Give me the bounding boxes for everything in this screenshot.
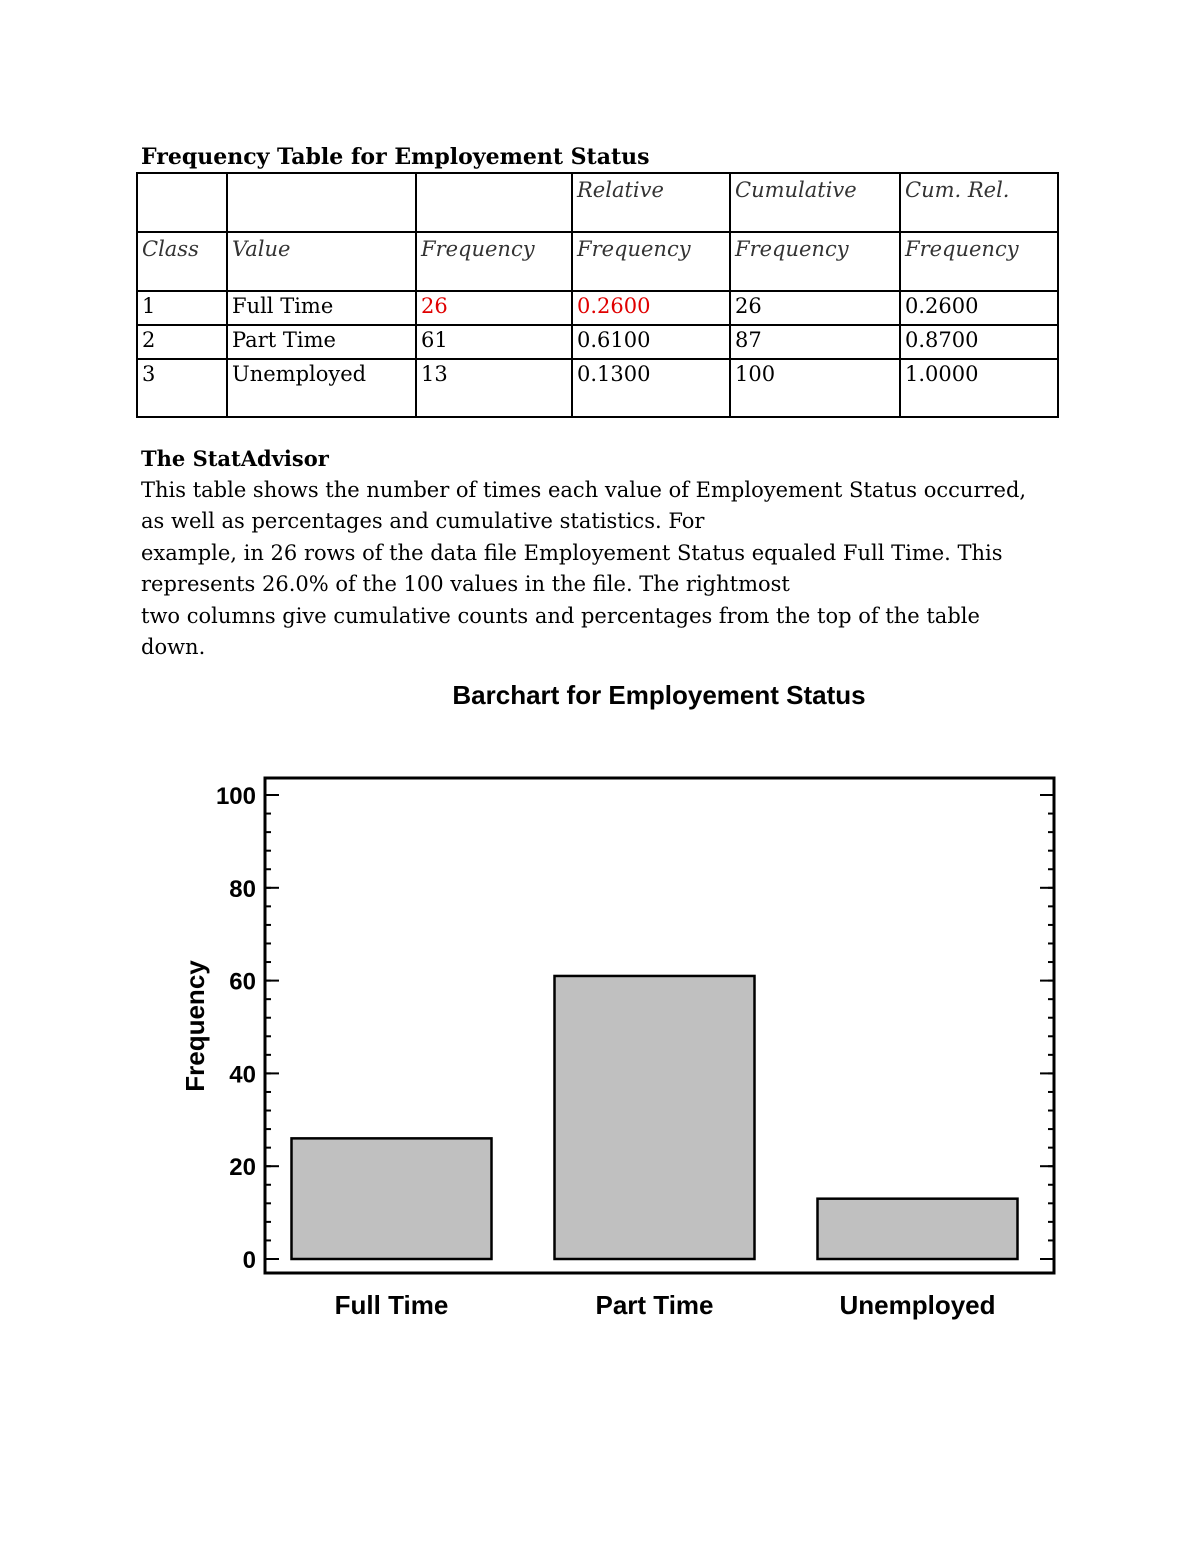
advisor-line: example, in 26 rows of the data file Employement Status equaled Full Time. This [141,540,1003,565]
table-row [137,359,1058,417]
barchart [0,660,1200,1340]
table-row [137,291,1058,325]
y-tick-label: 80 [229,875,256,903]
x-tick-label: Part Time [595,1290,714,1320]
x-tick-label: Full Time [334,1290,449,1320]
table-header-row-bottom [137,232,1058,291]
stat-advisor-heading: The StatAdvisor [141,446,329,471]
y-tick-label: 0 [242,1247,256,1274]
advisor-line: This table shows the number of times each value of Employement Status occurred, [141,477,1027,502]
header-cell: Frequency [572,232,730,291]
table-row [137,325,1058,359]
table-cell: 26 [730,291,900,325]
table-cell: 1 [137,291,227,325]
table-cell: Part Time [227,325,416,359]
bar-full-time [292,1138,492,1259]
y-tick-label: 40 [229,1061,256,1089]
header-cell: Cum. Rel. [900,173,1058,232]
chart-title: Barchart for Employement Status [452,680,866,710]
header-cell: Value [227,232,416,291]
table-cell: 87 [730,325,900,359]
table-cell: 1.0000 [900,359,1058,417]
header-cell: Relative [572,173,730,232]
header-cell: Frequency [730,232,900,291]
y-tick-label: 20 [229,1154,256,1182]
header-cell [137,173,227,232]
stat-advisor [141,443,1081,664]
advisor-line: down. [141,635,206,659]
y-axis-label: Frequency [180,960,210,1092]
header-cell [416,173,572,232]
table-cell: 2 [137,325,227,359]
header-cell: Frequency [900,232,1058,291]
y-tick-label: 100 [215,783,256,810]
table-cell: 0.8700 [900,325,1058,359]
table-cell: 0.1300 [572,359,730,417]
x-tick-label: Unemployed [839,1290,996,1320]
table-cell: 0.6100 [572,325,730,359]
table-header-row-top [137,173,1058,232]
y-tick-label: 60 [229,968,256,996]
header-cell: Class [137,232,227,291]
table-cell: Full Time [227,291,416,325]
table-cell: 13 [416,359,572,417]
advisor-line: two columns give cumulative counts and percentages from the top of the table [141,603,980,628]
table-cell: 61 [416,325,572,359]
bar-part-time [555,976,755,1259]
header-cell [227,173,416,232]
table-cell: 100 [730,359,900,417]
table-cell: 3 [137,359,227,417]
header-cell: Frequency [416,232,572,291]
frequency-table [136,172,1059,418]
header-cell: Cumulative [730,173,900,232]
advisor-line: represents 26.0% of the 100 values in the file. The rightmost [141,572,790,596]
table-cell-highlight: 0.2600 [572,291,730,325]
table-cell: Unemployed [227,359,416,417]
table-cell: 0.2600 [900,291,1058,325]
advisor-line: as well as percentages and cumulative statistics. For [141,509,705,533]
table-title: Frequency Table for Employement Status [141,144,650,170]
table-cell-highlight: 26 [416,291,572,325]
bar-unemployed [818,1199,1018,1259]
